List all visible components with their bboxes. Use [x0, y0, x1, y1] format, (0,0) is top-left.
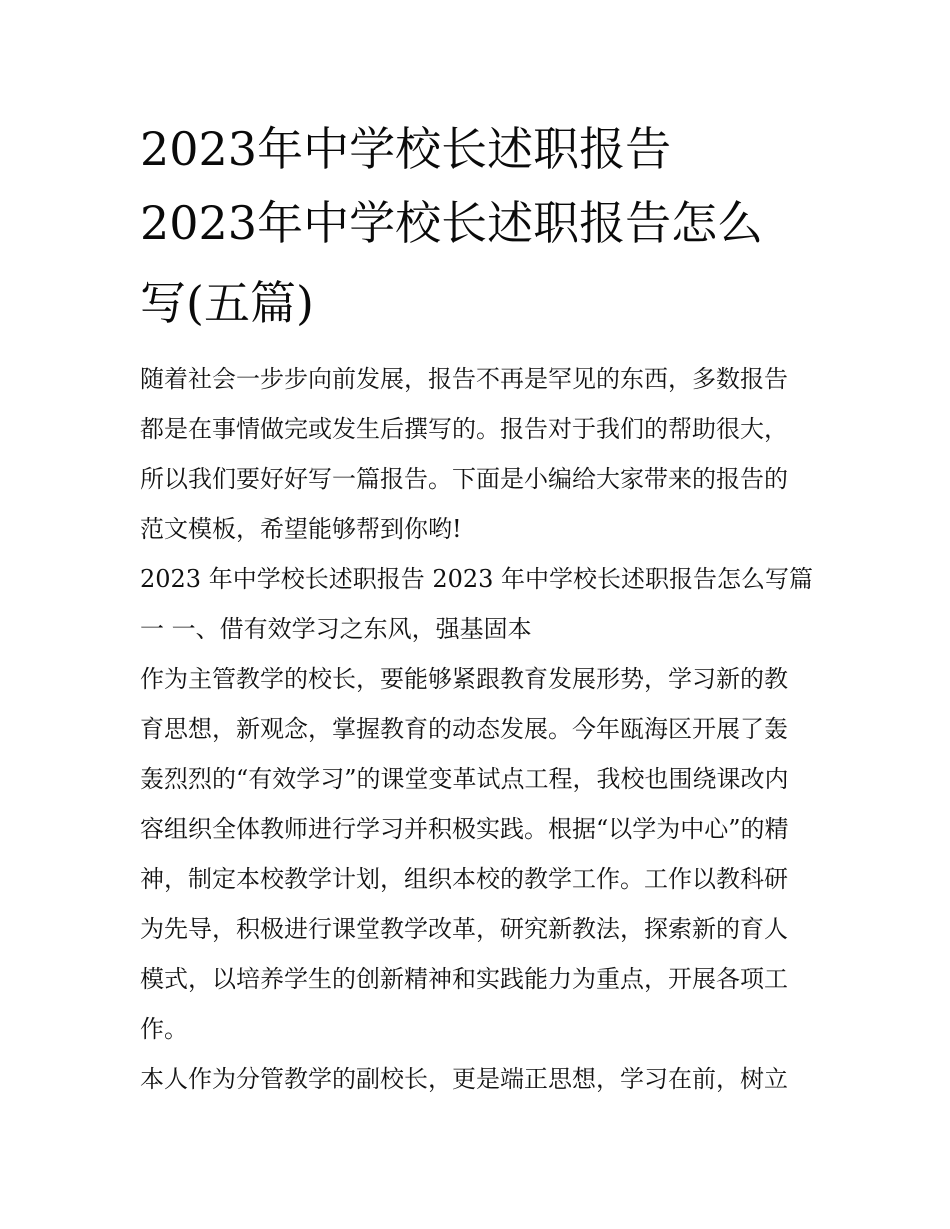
document-title-line-1: 2023年中学校长述职报告	[140, 122, 672, 176]
section-heading-paragraph: 2023 年中学校长述职报告 2023 年中学校长述职报告怎么写篇 一 一、借有效学习之东风，强基固本	[140, 565, 814, 643]
document-title-line-3: 写(五篇)	[140, 276, 314, 330]
body-paragraph-2: 本人作为分管教学的副校长，更是端正思想，学习在前，树立	[140, 1065, 788, 1093]
intro-paragraph: 随着社会一步步向前发展，报告不再是罕见的东西，多数报告 都是在事情做完或发生后撰写的。报告对于我们的帮助很大， 所以我们要好好写一篇报告。下面是小编给大家带来的报告的 范文模板，希望能够帮到你哟!	[140, 365, 788, 543]
document-title-line-2: 2023年中学校长述职报告怎么	[140, 196, 764, 250]
body-paragraph-1: 作为主管教学的校长，要能够紧跟教育发展形势，学习新的教 育思想，新观念，掌握教育的动态发展。今年瓯海区开展了轰 轰烈烈的“有效学习”的课堂变革试点工程，我校也围绕课改内 容组织全体教师进行学习并积极实践。根据“以学为中心”的精 神，制定本校教学计划，组织本校的教学工作。工作以教科研 为先导，积极进行课堂教学改革，研究新教法，探索新的育人 模式，以培养学生的创新精神和实践能力为重点，开展各项工 作。	[140, 665, 789, 1043]
